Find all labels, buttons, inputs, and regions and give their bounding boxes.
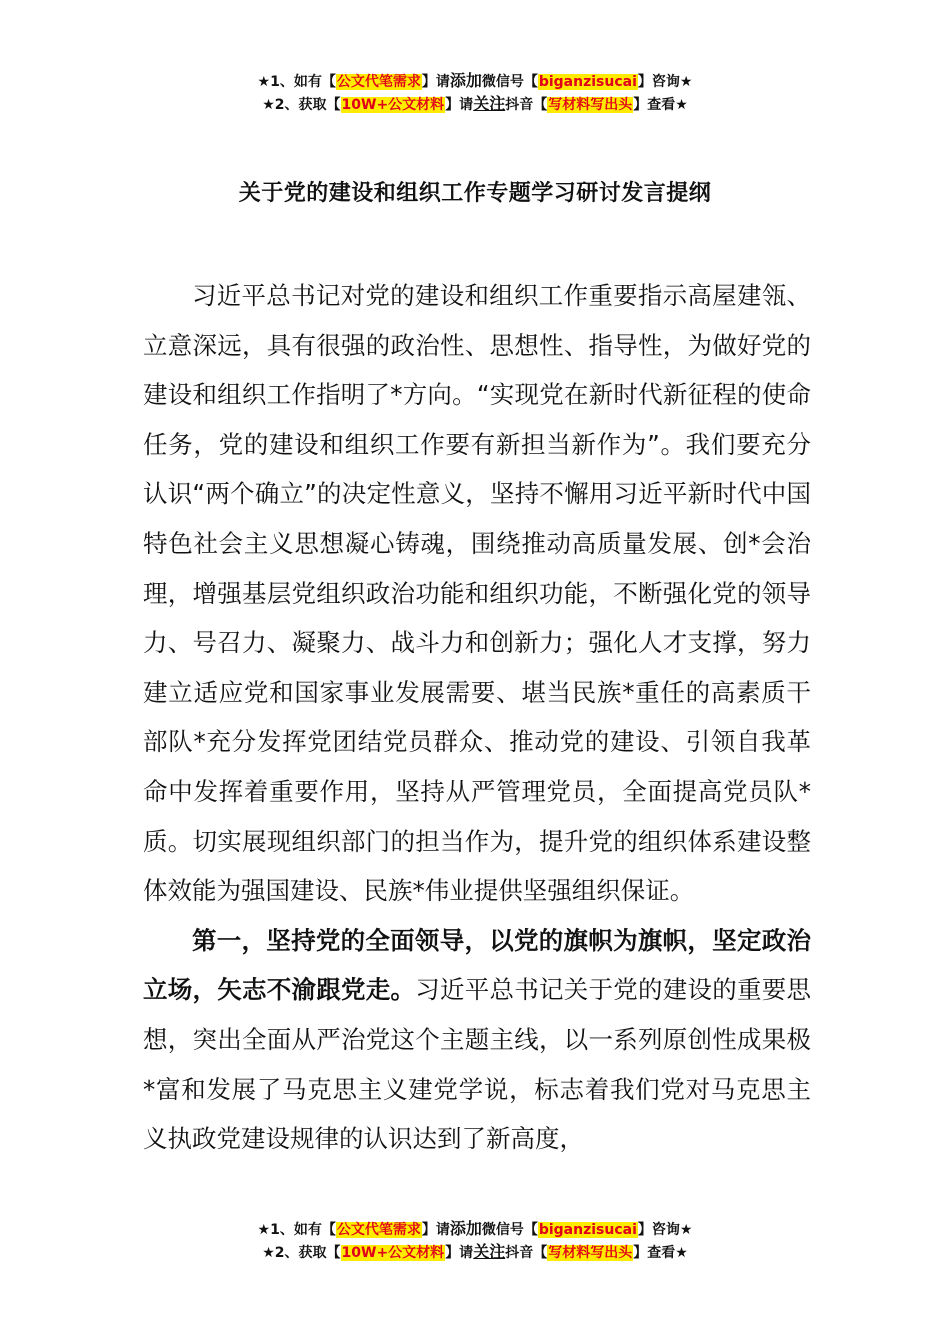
banner-text: 】请 <box>445 1245 474 1261</box>
banner-highlight: 10W+公文材料 <box>341 1245 445 1261</box>
banner-wechat-id: biganzisucai <box>538 1222 637 1238</box>
paragraph-intro: 习近平总书记对党的建设和组织工作重要指示高屋建瓴、立意深远，具有很强的政治性、思想性、指导性，为做好党的建设和组织工作指明了*方向。“实现党在新时代新征程的使命任务，党的建设和组织工作要有新担当新作为”。我们要充分认识“两个确立”的决定性意义，坚持不懈用习近平新时代中国特色社会主义思想凝心铸魂，围绕推动高质量发展、创*会治理，增强基层党组织政治功能和组织功能，不断强化党的领导力、号召力、凝聚力、战斗力和创新力；强化人才支撑，努力建立适应党和国家事业发展需要、堪当民族*重任的高素质干部队*充分发挥党团结党员群众、推动党的建设、引领自我革命中发挥着重要作用，坚持从严管理党员，全面提高党员队*质。切实展现组织部门的担当作为，提升党的组织体系建设整体效能为强国建设、民族*伟业提供坚强组织保证。 <box>143 281 811 906</box>
banner-douyin-id: 写材料写出头 <box>548 1245 633 1261</box>
document-title: 关于党的建设和组织工作专题学习研讨发言提纲 <box>238 181 712 206</box>
banner-highlight: 公文代笔需求 <box>336 1222 421 1238</box>
banner-line-1 <box>0 1218 950 1241</box>
banner-emphasis: 关注 <box>473 1242 506 1261</box>
banner-line-2 <box>0 93 950 116</box>
banner-text: 抖音【 <box>505 97 548 113</box>
banner-line-1 <box>0 70 950 93</box>
banner-wechat-id: biganzisucai <box>538 74 637 90</box>
banner-emphasis: 添加 <box>449 71 482 90</box>
banner-text: 微信号【 <box>481 1222 538 1238</box>
banner-emphasis: 关注 <box>473 94 506 113</box>
banner-line-2 <box>0 1241 950 1264</box>
banner-text: 】请 <box>421 1222 450 1238</box>
banner-text: 抖音【 <box>505 1245 548 1261</box>
banner-text: 】咨询★ <box>637 1222 693 1238</box>
paragraph-lead-heading: 第一，坚持党的全面领导，以党的旗帜为旗帜，坚定政治立场，矢志不渝跟党走。 <box>143 925 811 1005</box>
bottom-ad-banner <box>0 1218 950 1264</box>
top-ad-banner <box>0 70 950 116</box>
banner-text: 】查看★ <box>633 1245 688 1261</box>
banner-text: ★2、获取【 <box>262 1245 341 1261</box>
banner-text: ★2、获取【 <box>262 97 341 113</box>
paragraph-body-text: 习近平总书记关于党的建设的重要思想，突出全面从严治党这个主题主线，以一系列原创性成果极*富和发展了马克思主义建党学说，标志着我们党对马克思主义执政党建设规律的认识达到了新高度， <box>143 975 811 1154</box>
banner-text: 】请 <box>421 74 450 90</box>
banner-emphasis: 添加 <box>449 1219 482 1238</box>
document-body <box>143 271 811 1164</box>
banner-text: 微信号【 <box>481 74 538 90</box>
banner-text: 】查看★ <box>633 97 688 113</box>
banner-text: ★1、如有【 <box>257 1222 336 1238</box>
banner-text: 】咨询★ <box>637 74 693 90</box>
paragraph-first-point <box>143 916 811 1164</box>
banner-highlight: 10W+公文材料 <box>341 97 445 113</box>
banner-douyin-id: 写材料写出头 <box>548 97 633 113</box>
banner-text: 】请 <box>445 97 474 113</box>
banner-text: ★1、如有【 <box>257 74 336 90</box>
banner-highlight: 公文代笔需求 <box>336 74 421 90</box>
